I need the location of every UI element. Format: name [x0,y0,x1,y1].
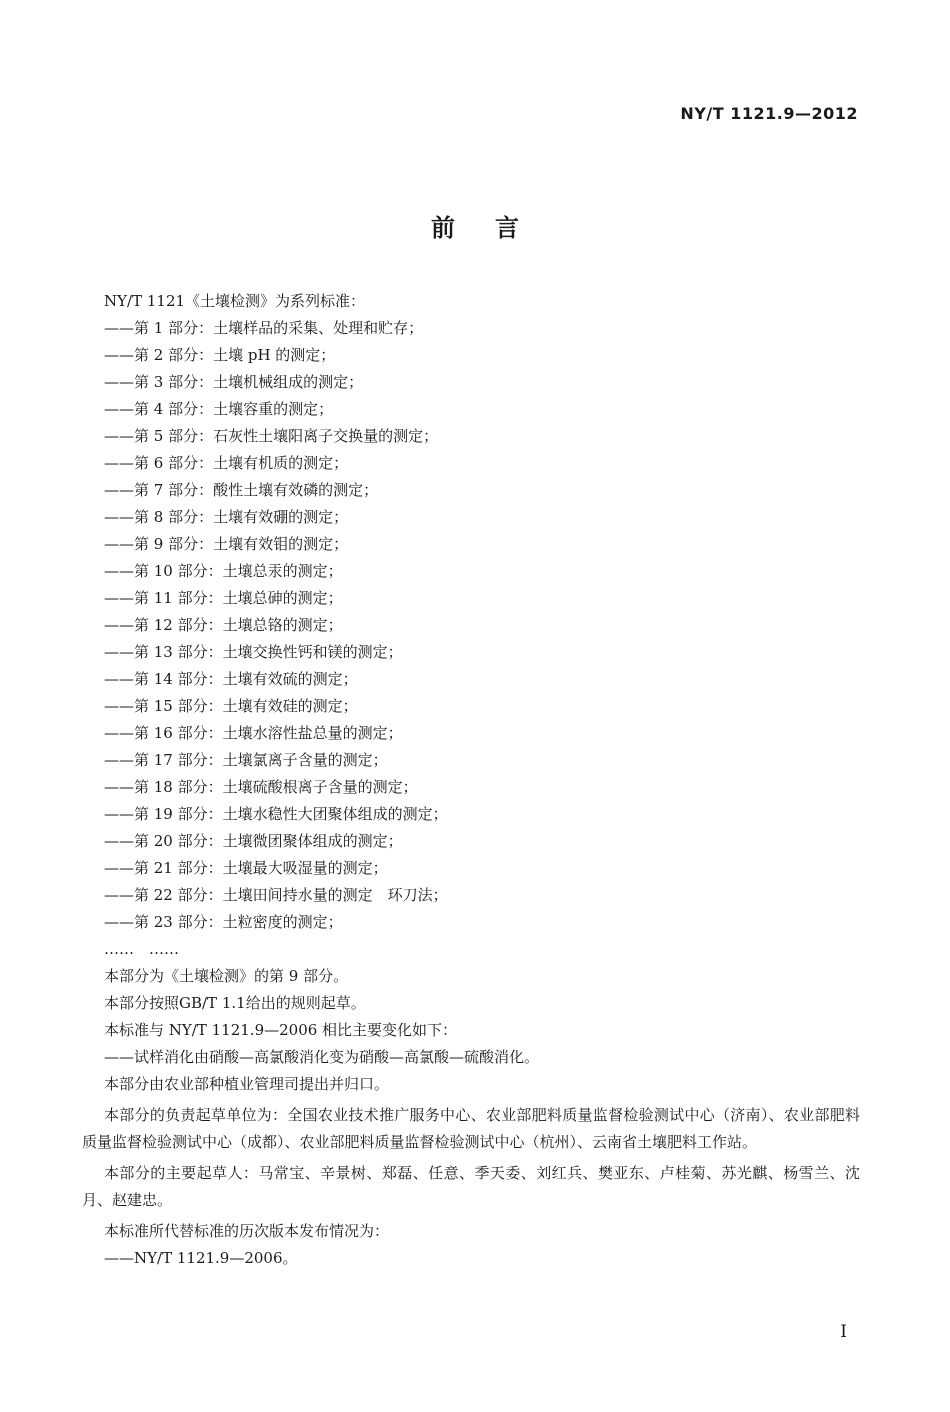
part-list-item: ——第 21 部分：土壤最大吸湿量的测定； [104,859,388,877]
part-list-item: ——第 2 部分：土壤 pH 的测定； [104,346,336,364]
ellipsis: …… …… [104,940,180,958]
part-list-item: ——第 5 部分：石灰性土壤阳离子交换量的测定； [104,427,439,445]
part-list-item: ——第 14 部分：土壤有效硫的测定； [104,670,358,688]
part-list-item: ——第 19 部分：土壤水稳性大团聚体组成的测定； [104,805,448,823]
part-list-item: ——第 3 部分：土壤机械组成的测定； [104,373,364,391]
part-list-item: ——第 13 部分：土壤交换性钙和镁的测定； [104,643,403,661]
standard-code: NY/T 1121.9—2012 [680,104,858,123]
part-list-item: ——第 6 部分：土壤有机质的测定； [104,454,349,472]
part-list-item: ——第 12 部分：土壤总铬的测定； [104,616,343,634]
parts-list [82,315,860,936]
foreword-body [82,288,860,1272]
part-list-item: ——第 9 部分：土壤有效钼的测定； [104,535,349,553]
part-list-item: ——第 22 部分：土壤田间持水量的测定 环刀法； [104,886,448,904]
change-item: ——试样消化由硝酸—高氯酸消化变为硝酸—高氯酸—硫酸消化。 [104,1048,540,1066]
page-title: 前言 [431,214,559,242]
part-list-item: ——第 23 部分：土粒密度的测定； [104,913,343,931]
page-number: I [840,1322,847,1342]
part-list-item: ——第 10 部分：土壤总汞的测定； [104,562,343,580]
changes-intro: 本标准与 NY/T 1121.9—2006 相比主要变化如下： [104,1021,458,1039]
part-list-item: ——第 7 部分：酸性土壤有效磷的测定； [104,481,379,499]
series-intro: NY/T 1121《土壤检测》为系列标准： [104,292,366,310]
part-of-statement: 本部分为《土壤检测》的第 9 部分。 [104,967,349,985]
part-list-item: ——第 8 部分：土壤有效硼的测定； [104,508,349,526]
drafting-rules-statement: 本部分按照GB/T 1.1给出的规则起草。 [104,994,366,1012]
history-item: ——NY/T 1121.9—2006。 [104,1249,298,1267]
part-list-item: ——第 11 部分：土壤总砷的测定； [104,589,343,607]
part-list-item: ——第 17 部分：土壤氯离子含量的测定； [104,751,388,769]
part-list-item: ——第 16 部分：土壤水溶性盐总量的测定； [104,724,403,742]
part-list-item: ——第 18 部分：土壤硫酸根离子含量的测定； [104,778,418,796]
part-list-item: ——第 1 部分：土壤样品的采集、处理和贮存； [104,319,424,337]
drafters-paragraph: 本部分的主要起草人：马常宝、辛景树、郑磊、任意、季天委、刘红兵、樊亚东、卢桂菊、苏光麒、杨雪兰、沈月、赵建忠。 [82,1164,860,1209]
history-intro: 本标准所代替标准的历次版本发布情况为： [104,1222,390,1240]
drafting-units-paragraph: 本部分的负责起草单位为：全国农业技术推广服务中心、农业部肥料质量监督检验测试中心（济南）、农业部肥料质量监督检验测试中心（成都）、农业部肥料质量监督检验测试中心（杭州）、云南省土壤肥料工作站。 [82,1106,860,1151]
part-list-item: ——第 20 部分：土壤微团聚体组成的测定； [104,832,403,850]
part-list-item: ——第 4 部分：土壤容重的测定； [104,400,334,418]
proposed-by-statement: 本部分由农业部种植业管理司提出并归口。 [104,1075,390,1093]
part-list-item: ——第 15 部分：土壤有效硅的测定； [104,697,358,715]
